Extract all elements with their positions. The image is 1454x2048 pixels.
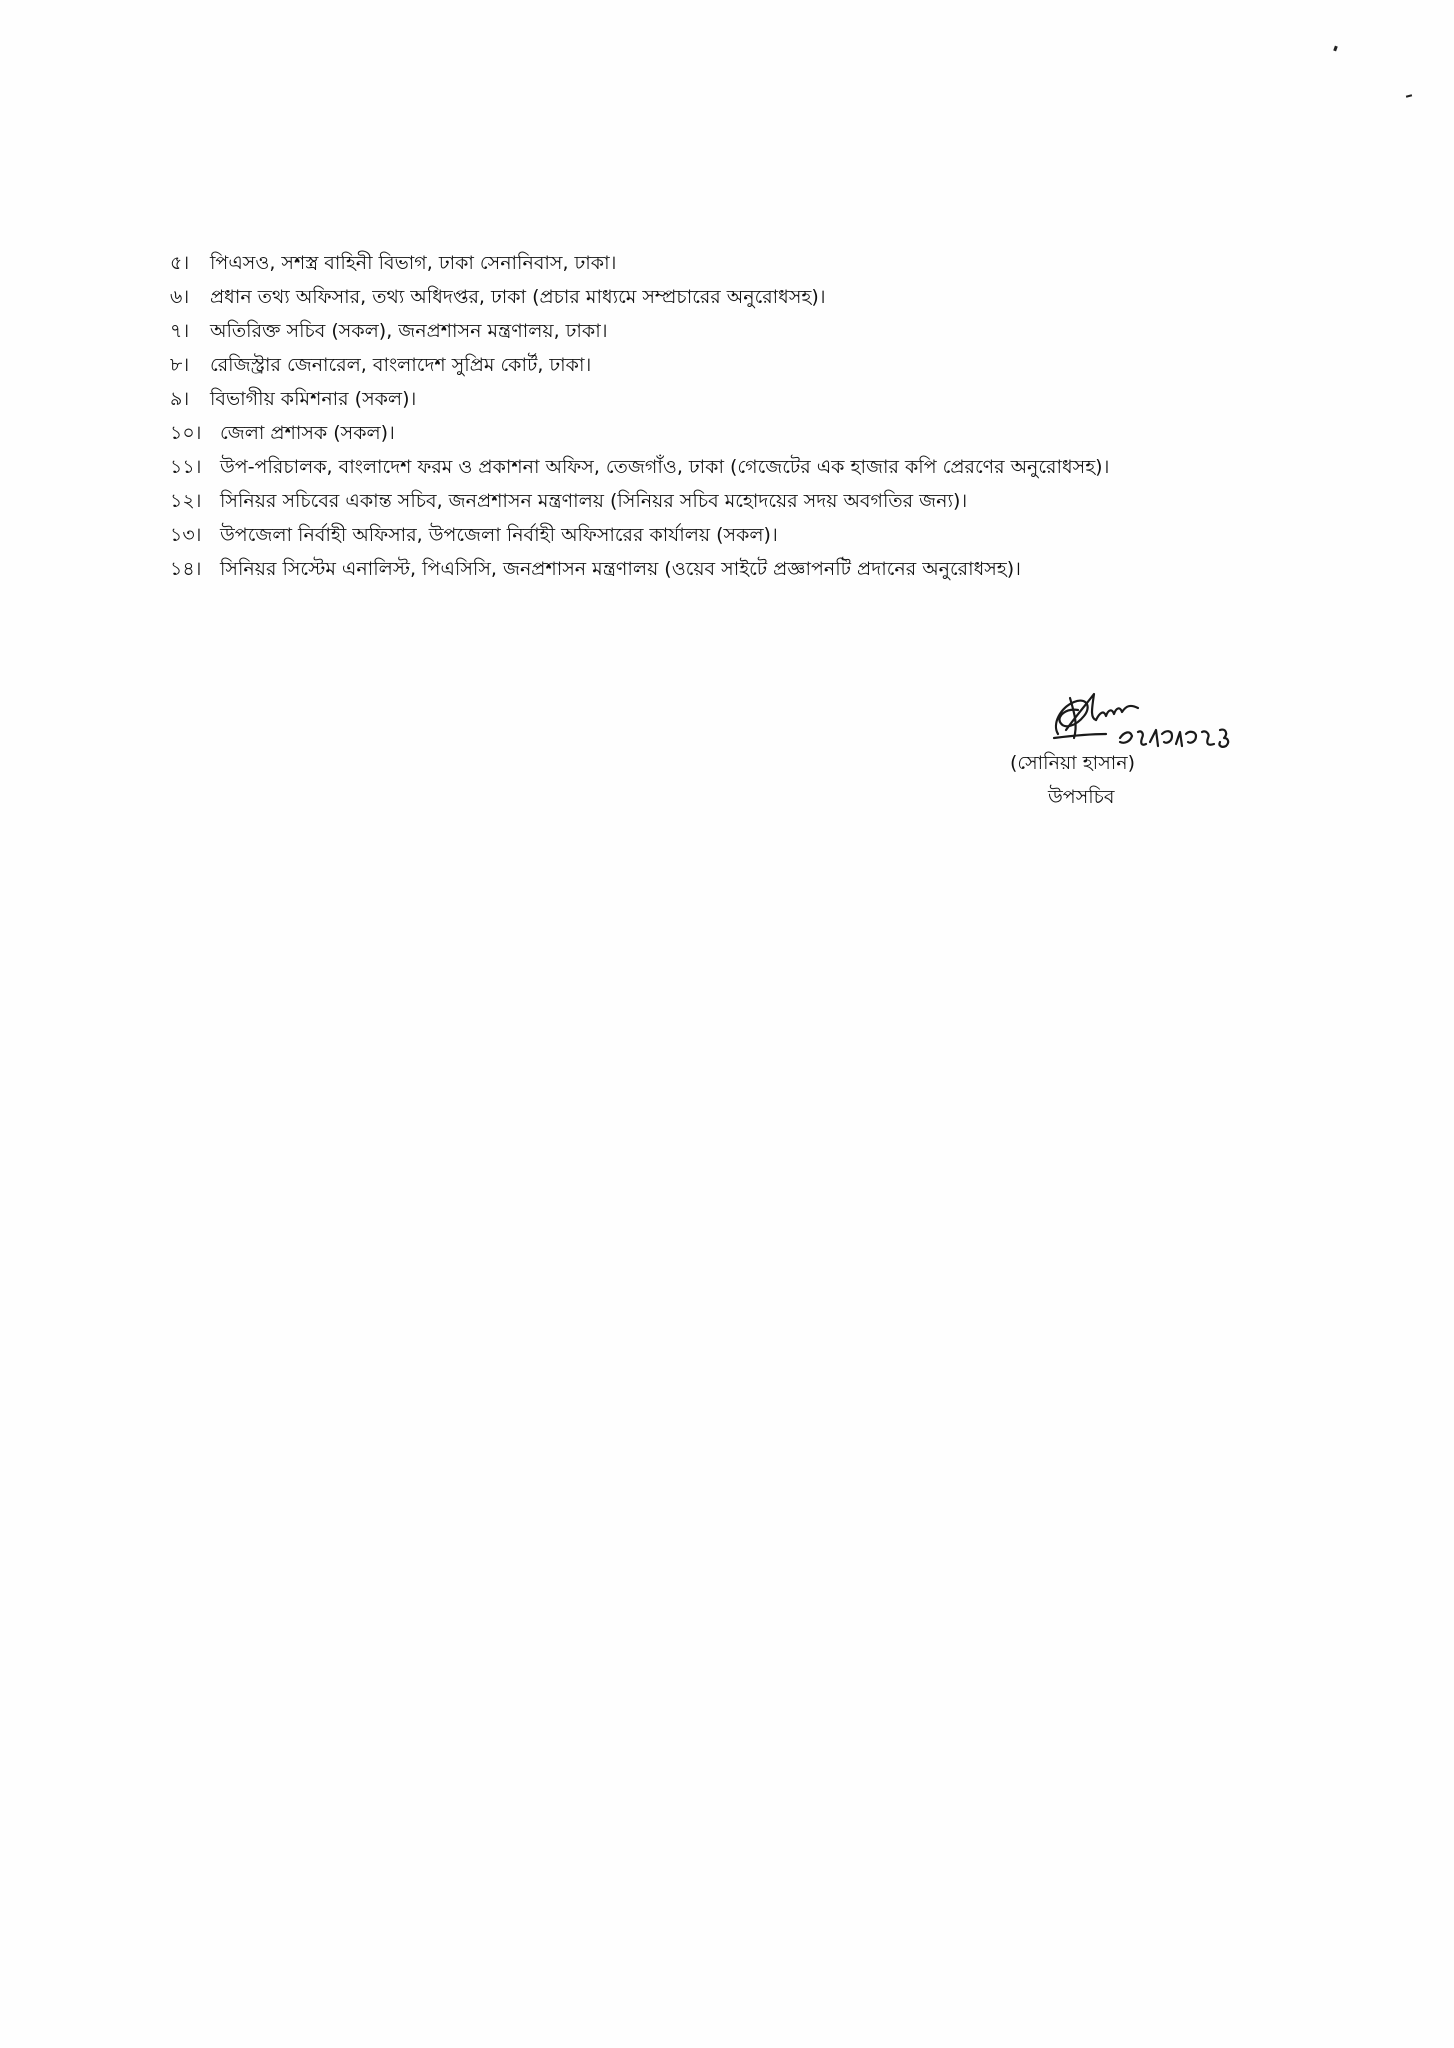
list-item bbox=[170, 416, 1230, 450]
item-number: ৯। bbox=[170, 388, 190, 410]
item-text: সিনিয়র সচিবের একান্ত সচিব, জনপ্রশাসন মন্ত্রণালয় (সিনিয়র সচিব মহোদয়ের সদয় অবগতির জন্য)। bbox=[220, 490, 968, 512]
item-number: ১১। bbox=[170, 456, 202, 478]
list-item bbox=[170, 484, 1230, 518]
distribution-list bbox=[170, 246, 1230, 586]
item-number: ৭। bbox=[170, 320, 190, 342]
list-item bbox=[170, 348, 1230, 382]
item-text: রেজিস্ট্রার জেনারেল, বাংলাদেশ সুপ্রিম কোর্ট, ঢাকা। bbox=[210, 354, 592, 376]
item-text: উপজেলা নির্বাহী অফিসার, উপজেলা নির্বাহী অফিসারের কার্যালয় (সকল)। bbox=[220, 524, 778, 546]
item-text: প্রধান তথ্য অফিসার, তথ্য অধিদপ্তর, ঢাকা (প্রচার মাধ্যমে সম্প্রচারের অনুরোধসহ)। bbox=[210, 286, 826, 308]
scan-speck bbox=[1406, 94, 1412, 97]
item-number: ১০। bbox=[170, 422, 202, 444]
list-item bbox=[170, 280, 1230, 314]
item-text: জেলা প্রশাসক (সকল)। bbox=[220, 422, 395, 444]
handwritten-signature bbox=[1030, 672, 1290, 752]
item-text: অতিরিক্ত সচিব (সকল), জনপ্রশাসন মন্ত্রণালয়, ঢাকা। bbox=[210, 320, 608, 342]
item-text: সিনিয়র সিস্টেম এনালিস্ট, পিএসিসি, জনপ্রশাসন মন্ত্রণালয় (ওয়েব সাইটে প্রজ্ঞাপনটি প্রদানের অনুরোধসহ)। bbox=[220, 558, 1021, 580]
item-number: ৮। bbox=[170, 354, 190, 376]
item-text: বিভাগীয় কমিশনার (সকল)। bbox=[210, 388, 417, 410]
item-number: ৫। bbox=[170, 252, 190, 274]
item-text: উপ-পরিচালক, বাংলাদেশ ফরম ও প্রকাশনা অফিস, তেজগাঁও, ঢাকা (গেজেটের এক হাজার কপি প্রেরণের অনুরোধসহ)। bbox=[220, 456, 1110, 478]
list-item bbox=[170, 552, 1230, 586]
item-number: ১৩। bbox=[170, 524, 202, 546]
list-item bbox=[170, 518, 1230, 552]
item-number: ৬। bbox=[170, 286, 190, 308]
item-number: ১৪। bbox=[170, 558, 202, 580]
list-item bbox=[170, 382, 1230, 416]
list-item bbox=[170, 246, 1230, 280]
list-item bbox=[170, 450, 1230, 484]
signature-block bbox=[1010, 672, 1310, 822]
item-number: ১২। bbox=[170, 490, 202, 512]
signer-name: (সোনিয়া হাসান) bbox=[1010, 752, 1136, 774]
list-item bbox=[170, 314, 1230, 348]
signer-designation: উপসচিব bbox=[1048, 786, 1115, 808]
scan-speck bbox=[1333, 46, 1338, 52]
item-text: পিএসও, সশস্ত্র বাহিনী বিভাগ, ঢাকা সেনানিবাস, ঢাকা। bbox=[210, 252, 617, 274]
